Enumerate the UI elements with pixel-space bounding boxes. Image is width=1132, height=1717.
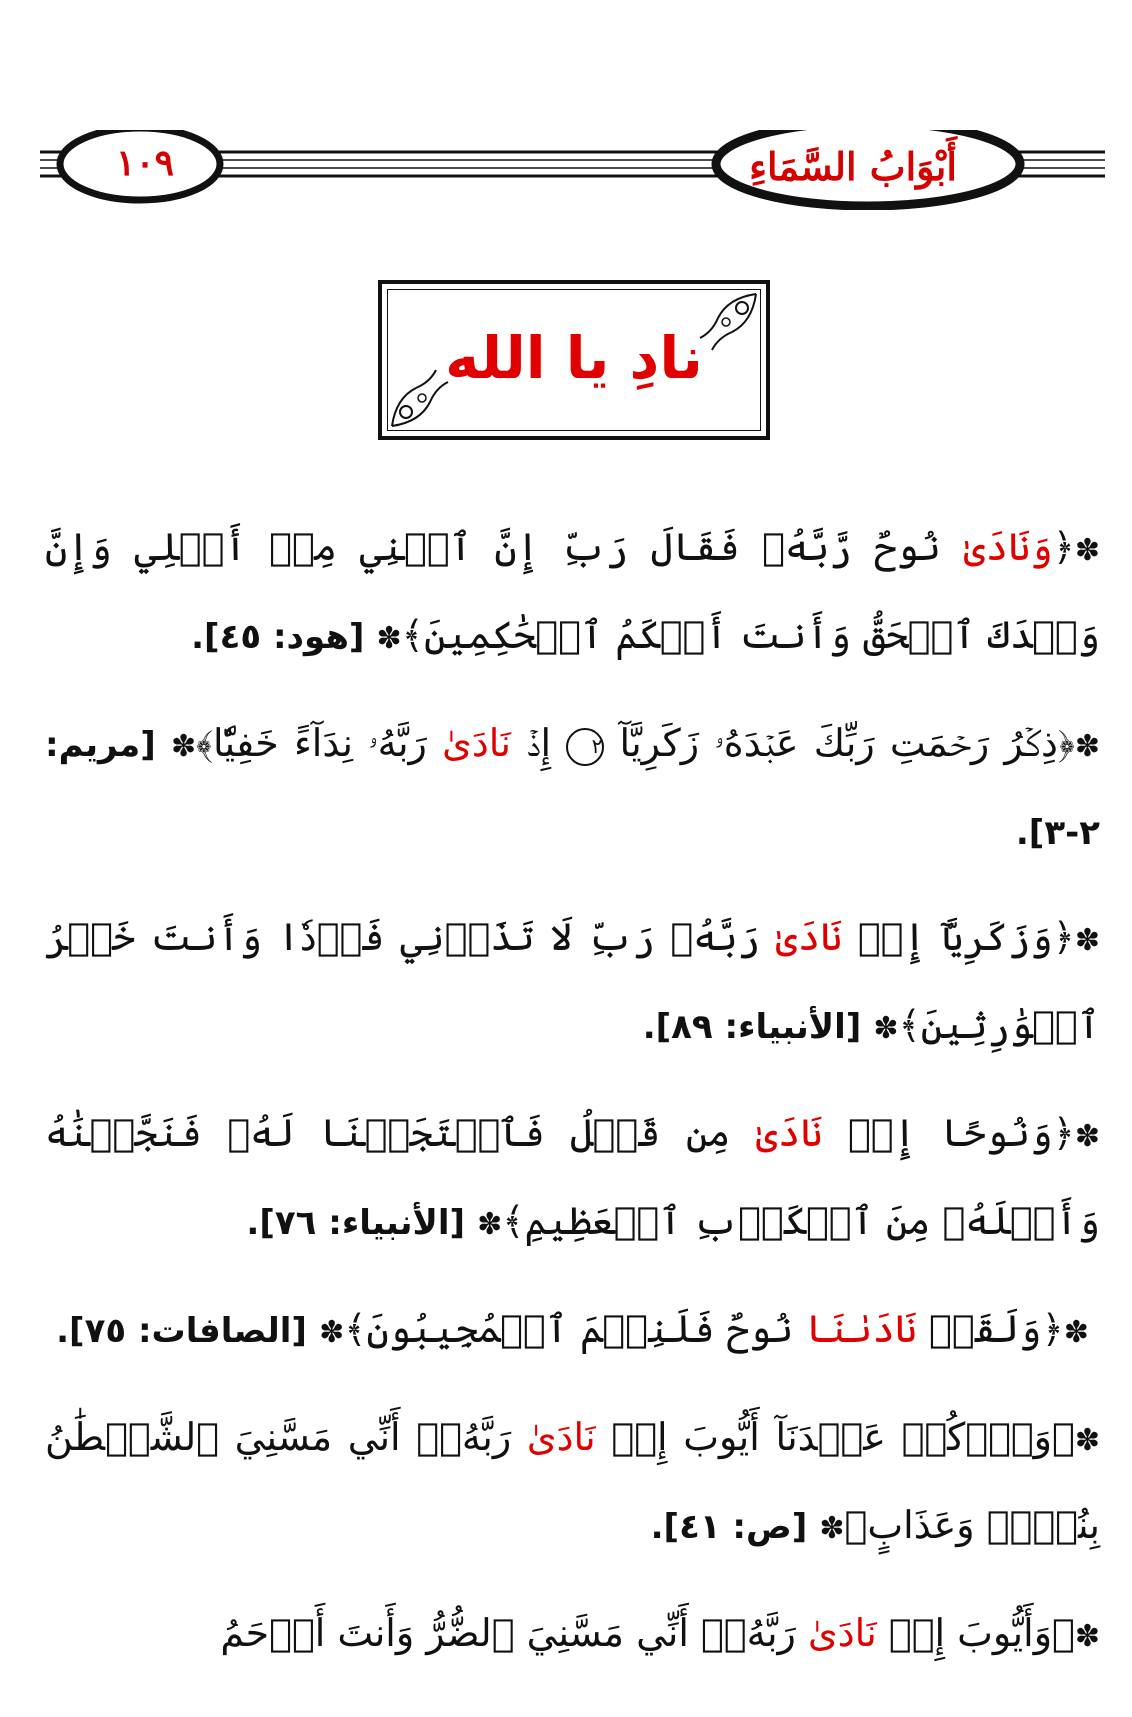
flower-icon: ✽ bbox=[170, 729, 197, 764]
page-header bbox=[40, 130, 1105, 210]
verse-reference: [مريم: ٢-٣]. bbox=[45, 725, 1100, 853]
flower-icon: ✽ bbox=[376, 621, 402, 656]
verse-7: ✽﴿وَأَيُّوبَ إِذۡ نَادَىٰ رَبَّهُۥٓ أَنِّي مَسَّنِيَ ٱلضُّرُّ وَأَنتَ أَرۡحَمُ bbox=[220, 1611, 1100, 1655]
highlighted-word: نَادَىٰ bbox=[442, 721, 511, 765]
verse-1: ✽﴿وَنَادَىٰ نُوحٌ رَّبَّهُۥ فَقَالَ رَبِّ إِنَّ ٱبۡنِي مِنۡ أَهۡلِي وَإِنَّ وَعۡدَكَ ٱلۡحَقُّ وَأَنتَ أَحۡكَمُ ٱلۡحَٰكِمِينَ﴾✽ [هود: ٤٥]. bbox=[45, 525, 1100, 657]
flower-icon: ✽ bbox=[477, 1207, 503, 1242]
highlighted-word: نَادَىٰ bbox=[808, 1611, 877, 1655]
flower-icon: ✽ bbox=[873, 1011, 899, 1046]
highlighted-word: نَادَىٰ bbox=[526, 1415, 596, 1459]
verse-reference: [هود: ٤٥]. bbox=[191, 617, 365, 657]
flower-icon: ✽ bbox=[1074, 1119, 1100, 1154]
verse-reference: [ص: ٤١]. bbox=[650, 1507, 808, 1547]
highlighted-word: نَادَىٰ bbox=[755, 1111, 823, 1155]
flower-icon: ✽ bbox=[319, 1315, 345, 1350]
verse-5: ✽﴿وَلَقَدۡ نَادَىٰنَا نُوحٌ فَلَنِعۡمَ ٱلۡمُجِيبُونَ﴾✽ [الصافات: ٧٥]. bbox=[56, 1307, 1089, 1351]
flower-icon: ✽ bbox=[1074, 1423, 1100, 1458]
flower-icon: ✽ bbox=[1063, 1315, 1089, 1350]
ayah-number-mark: ٢ bbox=[566, 728, 604, 766]
highlighted-word: نَادَىٰنَا bbox=[805, 1307, 917, 1351]
chapter-title: نادِ يا الله bbox=[445, 324, 703, 392]
flower-icon: ✽ bbox=[1074, 923, 1101, 958]
flower-icon: ✽ bbox=[819, 1511, 845, 1546]
verses-body bbox=[45, 505, 1100, 1699]
highlighted-word: نَادَىٰ bbox=[775, 915, 843, 959]
verse-reference: [الأنبياء: ٧٦]. bbox=[246, 1203, 466, 1243]
highlighted-word: وَنَادَىٰ bbox=[963, 525, 1053, 569]
flower-icon: ✽ bbox=[1074, 533, 1100, 568]
verse-reference: [الأنبياء: ٨٩]. bbox=[642, 1007, 862, 1047]
verse-2: ✽﴿ذِكۡرُ رَحۡمَتِ رَبِّكَ عَبۡدَهُۥ زَكَرِيَّآ ٢ إِذۡ نَادَىٰ رَبَّهُۥ نِدَآءً خَفِيّٗا﴾✽ [مريم: ٢-٣]. bbox=[45, 721, 1100, 853]
flower-icon: ✽ bbox=[1074, 1619, 1100, 1654]
chapter-title-box bbox=[378, 280, 770, 440]
book-title: أَبْوَابُ السَّمَاءِ bbox=[749, 144, 957, 189]
page-number: ١٠٩ bbox=[115, 142, 174, 184]
verse-4: ✽﴿وَنُوحًا إِذۡ نَادَىٰ مِن قَبۡلُ فَٱسۡتَجَبۡنَا لَهُۥ فَنَجَّيۡنَٰهُ وَأَهۡلَهُۥ مِنَ ٱلۡكَرۡبِ ٱلۡعَظِيمِ﴾✽ [الأنبياء: ٧٦]. bbox=[45, 1111, 1100, 1243]
verse-reference: [الصافات: ٧٥]. bbox=[56, 1311, 307, 1351]
verse-3: ✽﴿وَزَكَرِيَّآ إِذۡ نَادَىٰ رَبَّهُۥ رَبِّ لَا تَذَرۡنِي فَرۡدٗا وَأَنتَ خَيۡرُ ٱلۡوَٰرِثِينَ﴾✽ [الأنبياء: ٨٩]. bbox=[45, 915, 1101, 1047]
flower-icon: ✽ bbox=[1074, 729, 1100, 764]
verse-6: ✽﴿وَٱذۡكُرۡ عَبۡدَنَآ أَيُّوبَ إِذۡ نَادَىٰ رَبَّهُۥٓ أَنِّي مَسَّنِيَ ٱلشَّيۡطَٰنُ بِنُصۡبٖ وَعَذَابٍ﴾✽ [ص: ٤١]. bbox=[45, 1415, 1100, 1547]
